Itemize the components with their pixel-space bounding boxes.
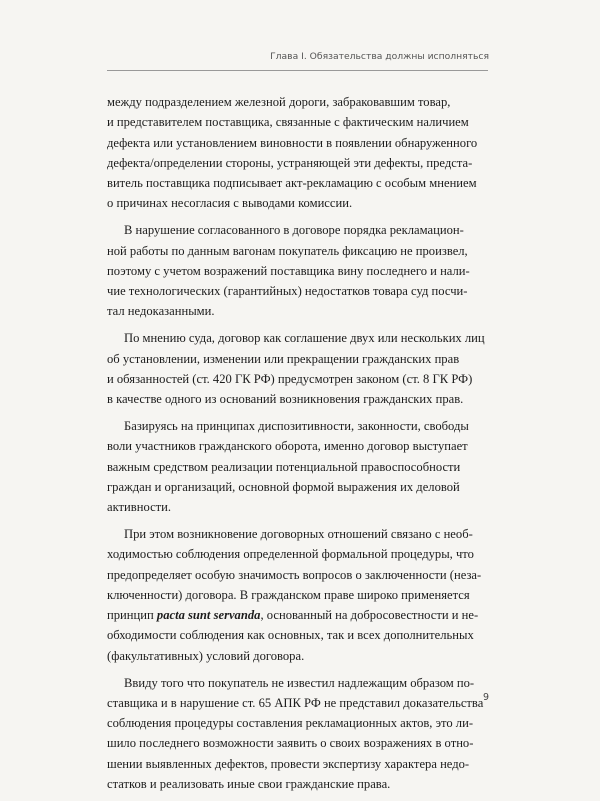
text-line: важным средством реализации потенциальной правоспособности bbox=[107, 459, 461, 474]
text-line: об установлении, изменении или прекращении гражданских прав bbox=[107, 351, 460, 366]
paragraph-4 bbox=[107, 416, 488, 517]
latin-prefix: принцип bbox=[107, 608, 157, 623]
text-line: о причинах несогласия с выводами комиссии. bbox=[107, 196, 353, 211]
text-line: и представителем поставщика, связанные с фактическим наличием bbox=[107, 115, 469, 130]
text-line: активности. bbox=[107, 500, 172, 515]
text-line: поэтому с учетом возражений поставщика вину последнего и нали- bbox=[107, 263, 470, 278]
page-number: 9 bbox=[482, 692, 489, 703]
paragraph-1 bbox=[107, 92, 488, 214]
text-line: соблюдения процедуры составления рекламационных актов, это ли- bbox=[107, 716, 474, 731]
text-line: шении выявленных дефектов, провести экспертизу характера недо- bbox=[107, 756, 470, 771]
paragraph-6 bbox=[107, 673, 488, 795]
text-line: шило последнего возможности заявить о своих возражениях в отно- bbox=[107, 736, 474, 751]
text-line: По мнению суда, договор как соглашение двух или нескольких лиц bbox=[124, 331, 485, 346]
page-body bbox=[107, 92, 488, 801]
header-rule bbox=[107, 70, 488, 71]
text-line: При этом возникновение договорных отношений связано с необ- bbox=[124, 526, 473, 541]
latin-term: pacta sunt servanda bbox=[156, 608, 261, 623]
text-line: ной работы по данным вагонам покупатель фиксацию не произвел, bbox=[107, 243, 468, 258]
text-line: Базируясь на принципах диспозитивности, законности, свободы bbox=[124, 418, 469, 433]
text-line: граждан и организаций, основной формой выражения их деловой bbox=[107, 479, 460, 494]
paragraph-5 bbox=[107, 524, 488, 666]
running-head: Глава I. Обязательства должны исполняться bbox=[270, 51, 489, 62]
text-line: Ввиду того что покупатель не известил надлежащим образом по- bbox=[124, 675, 475, 690]
text-line-latin bbox=[107, 605, 488, 625]
text-line: обходимости соблюдения как основных, так и всех дополнительных bbox=[107, 628, 474, 643]
text-line: ходимостью соблюдения определенной формальной процедуры, что bbox=[107, 547, 474, 562]
paragraph-2 bbox=[107, 220, 488, 321]
text-line: предопределяет особую значимость вопросов о заключенности (неза- bbox=[107, 567, 482, 582]
text-line: и обязанностей (ст. 420 ГК РФ) предусмотрен законом (ст. 8 ГК РФ) bbox=[107, 371, 473, 386]
text-line: в качестве одного из оснований возникновения гражданских прав. bbox=[107, 392, 464, 407]
text-line: (факультативных) условий договора. bbox=[107, 648, 305, 663]
text-line: статков и реализовать иные свои гражданские права. bbox=[107, 777, 391, 791]
text-line: ключенности) договора. В гражданском праве широко применяется bbox=[107, 587, 470, 602]
text-line: чие технологических (гарантийных) недостатков товара суд посчи- bbox=[107, 284, 468, 299]
text-line: тал недоказанными. bbox=[107, 304, 215, 319]
text-line: витель поставщика подписывает акт-рекламацию с особым мнением bbox=[107, 176, 477, 191]
text-line: воли участников гражданского оборота, именно договор выступает bbox=[107, 439, 468, 454]
paragraph-3 bbox=[107, 328, 488, 409]
text-line: ставщика и в нарушение ст. 65 АПК РФ не представил доказательства bbox=[107, 695, 484, 710]
latin-suffix: , основанный на добросовестности и не- bbox=[260, 608, 479, 623]
text-line: между подразделением железной дороги, забраковавшим товар, bbox=[107, 95, 451, 109]
text-line: В нарушение согласованного в договоре порядка рекламацион- bbox=[124, 223, 464, 238]
text-line: дефекта/определении стороны, устраняющей эти дефекты, предста- bbox=[107, 155, 473, 170]
text-line: дефекта или установлением виновности в появлении обнаруженного bbox=[107, 135, 478, 150]
